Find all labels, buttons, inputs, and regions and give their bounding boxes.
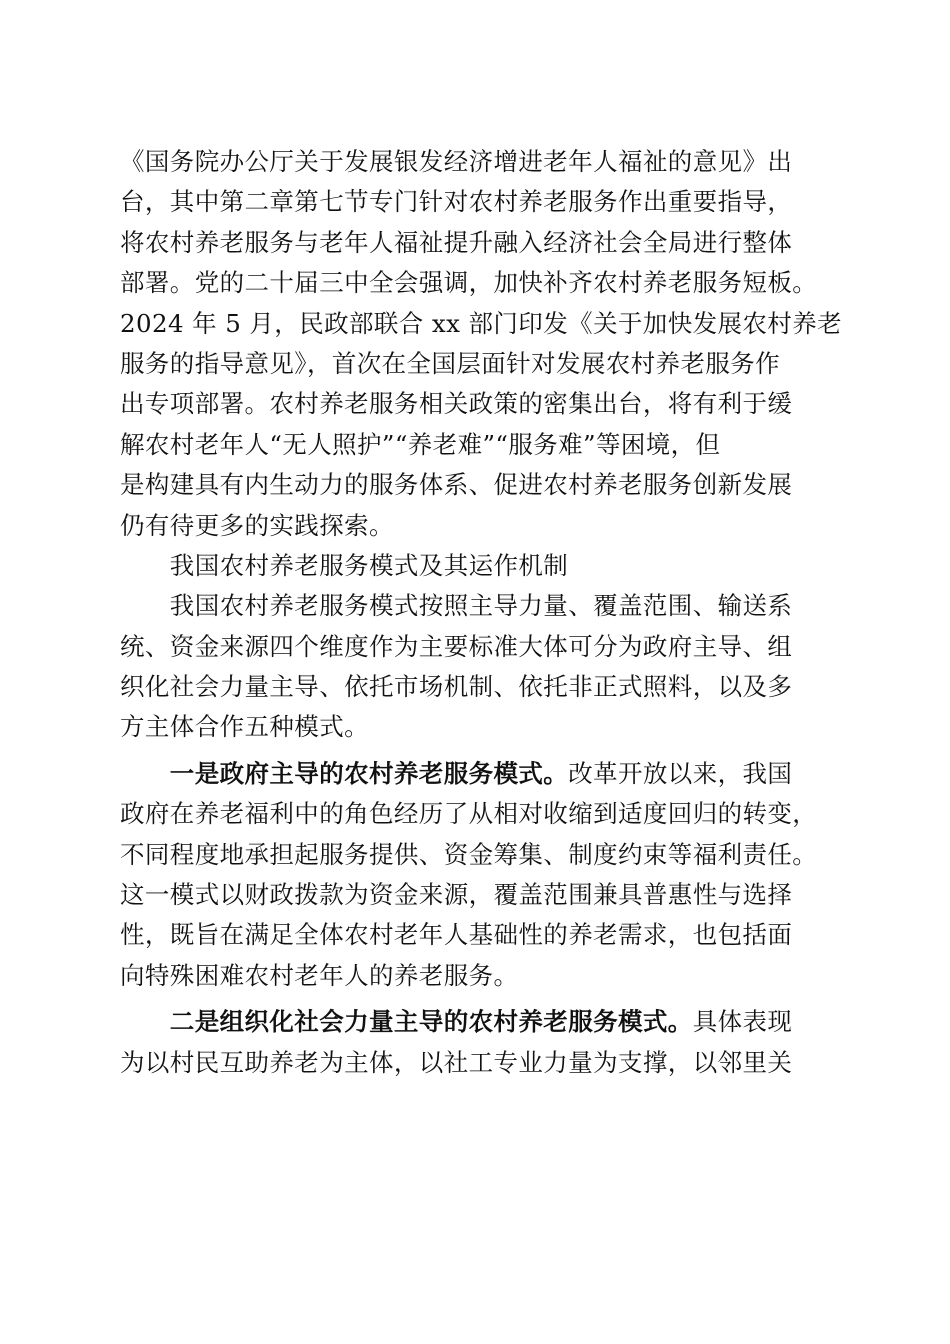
text-run: 具体表现 — [692, 1007, 793, 1037]
text-line: 服务的指导意见》，首次在全国层面针对发展农村养老服务作 — [120, 348, 781, 378]
text-line: 将农村养老服务与老年人福祉提升融入经济社会全局进行整体 — [120, 227, 793, 257]
text-line: 政府在养老福利中的角色经历了从相对收缩到适度回归的转变， — [120, 799, 818, 829]
text-line: 2024 年 5 月，民政部联合 xx 部门印发《关于加快发展农村养老 — [120, 308, 843, 338]
bold-lead-text: 一是政府主导的农村养老服务模式。 — [120, 758, 569, 788]
text-line: 为以村民互助养老为主体，以社工专业力量为支撑，以邻里关 — [120, 1047, 793, 1077]
text-line: 仍有待更多的实践探索。 — [120, 510, 394, 540]
text-line: 方主体合作五种模式。 — [120, 712, 369, 742]
text-line — [120, 754, 832, 794]
text-line: 是构建具有内生动力的服务体系、促进农村养老服务创新发展 — [120, 470, 793, 500]
document-body — [120, 142, 843, 1083]
text-line: 这一模式以财政拨款为资金来源，覆盖范围兼具普惠性与选择 — [120, 880, 793, 910]
text-run: 改革开放以来，我国 — [568, 758, 793, 788]
text-line: 解农村老年人“无人照护”“养老难”“服务难”等困境，但 — [120, 429, 721, 459]
text-line: 不同程度地承担起服务提供、资金筹集、制度约束等福利责任。 — [120, 839, 818, 869]
section-heading: 我国农村养老服务模式及其运作机制 — [120, 550, 569, 580]
bold-lead-text: 二是组织化社会力量主导的农村养老服务模式。 — [120, 1007, 693, 1037]
paragraph-policy-background — [120, 142, 843, 546]
text-line: 《国务院办公厅关于发展银发经济增进老年人福祉的意见》出 — [120, 147, 793, 176]
text-line — [120, 1002, 832, 1042]
text-line: 向特殊困难农村老年人的养老服务。 — [120, 960, 519, 990]
text-line: 出专项部署。农村养老服务相关政策的密集出台，将有利于缓 — [120, 389, 793, 419]
paragraph-model-overview — [120, 586, 832, 748]
paragraph-social-force-model — [120, 1002, 832, 1083]
text-line: 部署。党的二十届三中全会强调，加快补齐农村养老服务短板。 — [120, 268, 818, 298]
text-line: 性，既旨在满足全体农村老年人基础性的养老需求，也包括面 — [120, 920, 793, 950]
text-line: 台，其中第二章第七节专门针对农村养老服务作出重要指导， — [120, 187, 793, 217]
text-line: 织化社会力量主导、依托市场机制、依托非正式照料，以及多 — [120, 672, 793, 702]
text-line: 统、资金来源四个维度作为主要标准大体可分为政府主导、组 — [120, 631, 793, 661]
paragraph-government-led-model — [120, 754, 832, 996]
text-line: 我国农村养老服务模式按照主导力量、覆盖范围、输送系 — [120, 591, 793, 621]
